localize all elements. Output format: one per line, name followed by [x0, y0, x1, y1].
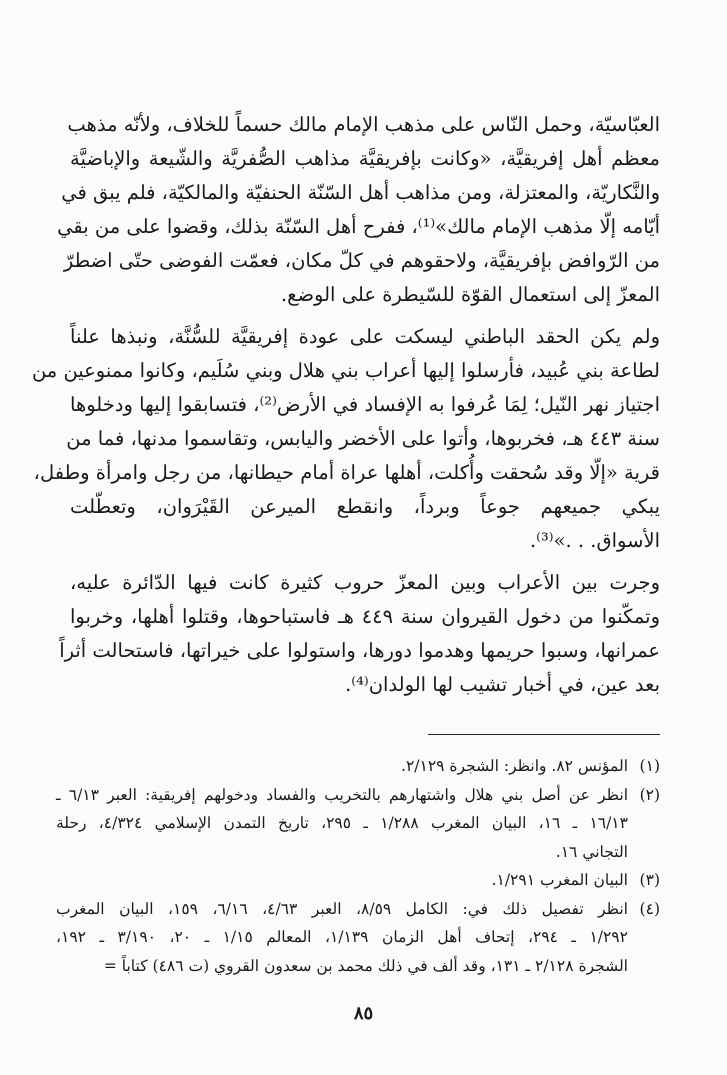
footnote-number: (٢) [639, 785, 661, 804]
text-line: الأسواق. . .»⁽³⁾. [529, 529, 660, 552]
footnote-line [56, 838, 660, 867]
main-text [31, 108, 660, 702]
text-line: عمرانها، وسبوا حريمها وهدموا دورها، واستولوا على خيراتها، فاستحالت أثراً [59, 639, 660, 662]
footnote-number: (١) [639, 757, 660, 775]
footnote-text: الشجرة ٢/١٢٨ ـ ١٣١، وقد ألف في ذلك محمد بن سعدون القروي (ت ٤٨٦) كتاباً = [103, 956, 628, 975]
footnote-number: (٣) [639, 871, 660, 889]
text-line: وتمكّنوا من دخول القيروان سنة ٤٤٩ هـ فاستباحوها، وقتلوا أهلها، وخربوا [70, 605, 660, 628]
footnote-text: البيان المغرب ١/٢٩١. [491, 871, 628, 889]
text-line: من الرّوافض بإفريقيَّة، ولاحقوهم في كلّ مكان، فعمّت الفوضى حتّى اضطرّ [63, 249, 660, 272]
footnote-line [56, 752, 660, 781]
footnote-separator [428, 734, 660, 735]
footnote-text: ١/٢٩٢ ـ ٢٩٤، إتحاف أهل الزمان ١/١٣٩، المعالم ١/١٥ ـ ٢٠، ٣/١٩٠ ـ ١٩٢، [56, 928, 628, 946]
text-line: سنة ٤٤٣ هـ، فخربوها، وأتوا على الأخضر واليابس، وتقاسموا مدنها، فما من [66, 427, 660, 450]
text-line: المعزّ إلى استعمال القوّة للسّيطرة على الوضع. [280, 283, 660, 306]
text-line: وجرت بين الأعراب وبين المعزّ حروب كثيرة كانت فيها الدّائرة عليه، [70, 571, 660, 594]
text-line: يبكي جميعهم جوعاً وبرداً، وانقطع الميرعن القَيْرَوان، وتعطّلت [70, 495, 660, 518]
paragraph [57, 108, 660, 312]
text-line: والنَّكاريّة، والمعتزلة، ومن مذاهب أهل السّنّة الحنفيّة والمالكيّة، فلم يبق في [61, 181, 660, 204]
text-line: قرية «إلّا وقد سُحقت وأُكلت، أهلها عراة أمام حيطانها، من رجل وامرأة وطفل، [33, 461, 660, 484]
page-number: ٨٥ [353, 1003, 374, 1024]
footnote-line [56, 895, 660, 924]
footnote-line [56, 952, 660, 981]
text-line: لطاعة بني عُبيد، فأرسلوا إليها أعراب بني هلال وبني سُلَيم، وكانوا ممنوعين من [31, 359, 660, 382]
footnote-line [56, 781, 660, 810]
footnote-text: ١٦/١٣ ـ ١٦، البيان المغرب ١/٢٨٨ ـ ٢٩٥، تاريخ التمدن الإسلامي ٤/٣٢٤، رحلة [56, 814, 628, 832]
text-line: بعد عين، في أخبار تشيب لها الولدان⁽⁴⁾. [345, 673, 660, 696]
footnote-text: انظر تفصيل ذلك في: الكامل ٨/٥٩، العبر ٤/٦٣، ٦/١٦، ١٥٩، البيان المغرب [56, 899, 628, 918]
text-line: أيّامه إلّا مذهب الإمام مالك»⁽¹⁾، ففرح أهل السّنّة بذلك، وقضوا على من بقي [57, 215, 660, 238]
footnote-line [56, 809, 660, 838]
footnote-text: التجاني ١٦. [555, 842, 628, 861]
footnote [56, 866, 660, 895]
footnote-line [56, 923, 660, 952]
footnote-text: انظر عن أصل بني هلال واشتهارهم بالتخريب والفساد ودخولهم إفريقية: العبر ٦/١٣ ـ [56, 785, 629, 804]
text-line: اجتياز نهر النّيل؛ لِمَا عُرفوا به الإفساد في الأرض⁽²⁾، فتسابقوا إليها ودخلوها [70, 393, 660, 416]
footnote [56, 752, 660, 781]
footnote-text: المؤنس ٨٢. وانظر: الشجرة ٢/١٢٩. [401, 757, 628, 775]
footnote [56, 781, 660, 867]
text-line: ولم يكن الحقد الباطني ليسكت على عودة إفريقيَّة للسُّنَّة، ونبذها علناً [70, 325, 660, 348]
footnote-number: (٤) [639, 899, 660, 918]
paragraph [31, 320, 660, 558]
footnote [56, 895, 660, 981]
footnote-line [56, 866, 660, 895]
text-line: العبّاسيّة، وحمل النّاس على مذهب الإمام مالك حسماً للخلاف، ولأنّه مذهب [67, 113, 660, 136]
paragraph [59, 566, 660, 702]
footnotes [56, 752, 660, 980]
text-line: معظم أهل إفريقيَّة، «وكانت بإفريقيَّة مذاهب الصُّفريَّة والشّيعة والإباضيَّة [70, 147, 660, 170]
